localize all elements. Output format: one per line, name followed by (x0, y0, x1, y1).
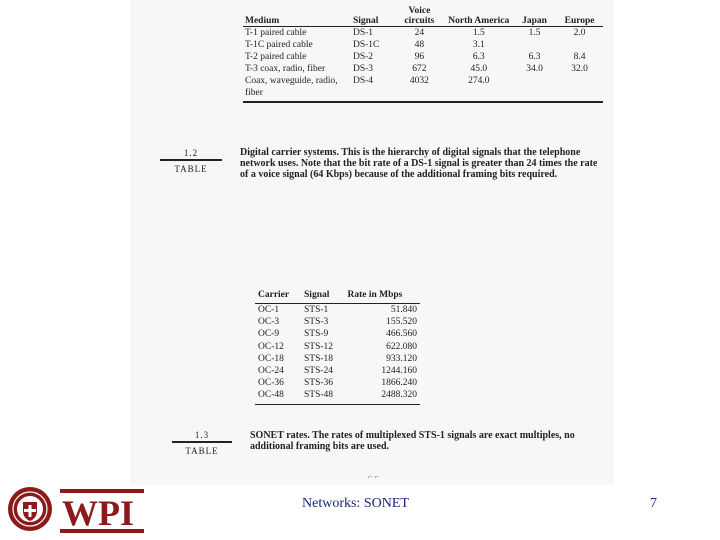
table-cell: STS-3 (304, 317, 329, 328)
table-1-2-caption: Digital carrier systems. This is the hierarchy of digital signals that the telephone network uses. Note that the bit rate of a DS-1 signal is greater than 24 times the rate of a voice signal (64 Kbps) because of the additional framing bits required. (240, 147, 598, 180)
table-cell: DS-3 (353, 64, 374, 74)
table-cell: OC-48 (255, 389, 301, 404)
table-cell: 672 (412, 64, 427, 74)
column-header: Signal (301, 290, 344, 304)
digital-carrier-table (243, 6, 603, 103)
table-cell: DS-1C (353, 40, 380, 50)
table-cell: 4032 (394, 75, 444, 102)
table-cell: OC-12 (258, 341, 284, 352)
table-cell: 24 (414, 28, 425, 38)
table-cell: 45.0 (470, 64, 488, 74)
table-cell: DS-1 (353, 28, 374, 38)
column-header: North America (445, 6, 513, 27)
table-cell: 32.0 (571, 64, 588, 74)
table-cell (513, 39, 556, 51)
table-cell: 6.3 (528, 52, 541, 62)
column-header: Japan (513, 6, 556, 27)
table-row (255, 316, 420, 328)
table-cell: OC-24 (258, 366, 284, 377)
table-cell: T-1 paired cable (245, 28, 307, 38)
scan-mark: ⌐ ⌐ (368, 472, 380, 481)
table-row (243, 39, 603, 51)
table-row (255, 341, 420, 353)
column-header: Rate in Mbps (344, 290, 420, 304)
table-cell: OC-36 (258, 378, 284, 389)
table-cell: T-1C paired cable (245, 40, 313, 50)
table-1-3-caption: SONET rates. The rates of multiplexed STS-1 signals are exact multiples, no additional framing bits are used. (250, 430, 575, 452)
table-cell: T-2 paired cable (245, 52, 307, 62)
table-row (243, 75, 603, 102)
wpi-seal-icon (6, 485, 146, 535)
table-cell: 1.5 (528, 28, 541, 38)
table-cell: 51.840 (390, 305, 417, 315)
table-row (243, 27, 603, 40)
column-header: Medium (243, 6, 351, 27)
table-cell: 3.1 (472, 40, 485, 50)
table-cell: 2.0 (573, 28, 586, 38)
table-cell: OC-9 (258, 329, 280, 340)
table-cell: 155.520 (386, 317, 417, 328)
table-number: 1.2 (160, 148, 222, 161)
table-cell: STS-48 (301, 389, 344, 404)
table-cell: OC-18 (258, 353, 284, 364)
slide-footer-title: Networks: SONET (302, 496, 409, 511)
table-cell: STS-18 (304, 353, 334, 364)
table-cell (513, 75, 556, 102)
table-cell: STS-24 (304, 366, 334, 377)
table-row (255, 377, 420, 389)
table-number: 1.3 (172, 430, 232, 443)
table-cell: STS-1 (304, 305, 329, 315)
table-word: TABLE (185, 446, 219, 456)
column-header: Signal (351, 6, 394, 27)
table-cell: OC-1 (258, 305, 280, 315)
table-cell: 2488.320 (344, 389, 420, 404)
table-cell: 48 (414, 40, 425, 50)
table-1-2-label (160, 148, 222, 174)
table-1-3-label (172, 430, 232, 456)
table-cell: 1866.240 (381, 378, 417, 389)
table-cell (556, 75, 603, 102)
table-cell: STS-9 (304, 329, 329, 340)
table-header-row (255, 290, 420, 304)
sonet-rates-table (255, 290, 420, 405)
table-row (255, 353, 420, 365)
table-cell: 34.0 (526, 64, 543, 74)
table-cell: Coax, waveguide, radio, fiber (243, 75, 351, 102)
table-cell: OC-3 (258, 317, 280, 328)
table-row (243, 51, 603, 63)
table-row (255, 365, 420, 377)
table-cell: STS-36 (304, 378, 334, 389)
column-header: Europe (556, 6, 603, 27)
table-cell: 274.0 (445, 75, 513, 102)
table-row (255, 328, 420, 340)
column-header: Voice circuits (394, 6, 444, 27)
table-cell: 96 (414, 52, 425, 62)
table-cell (556, 39, 603, 51)
logo-wordmark: WPI (62, 493, 134, 533)
table-cell: 8.4 (573, 52, 586, 62)
table-header-row (243, 6, 603, 27)
table-cell: 466.560 (386, 329, 417, 340)
table-cell: DS-4 (351, 75, 394, 102)
wpi-logo (6, 485, 146, 535)
table-cell: T-3 coax, radio, fiber (245, 64, 326, 74)
table-cell: 6.3 (472, 52, 485, 62)
slide-page-number: 7 (650, 496, 657, 511)
table-cell: 1.5 (472, 28, 485, 38)
table-row (255, 304, 420, 317)
table-row (255, 389, 420, 404)
table-cell: STS-12 (304, 341, 334, 352)
table-cell: 622.080 (386, 341, 417, 352)
table-row (243, 63, 603, 75)
table-cell: 1244.160 (381, 366, 417, 377)
table-cell: DS-2 (353, 52, 374, 62)
table-cell: 933.120 (386, 353, 417, 364)
table-word: TABLE (174, 164, 208, 174)
column-header: Carrier (255, 290, 301, 304)
